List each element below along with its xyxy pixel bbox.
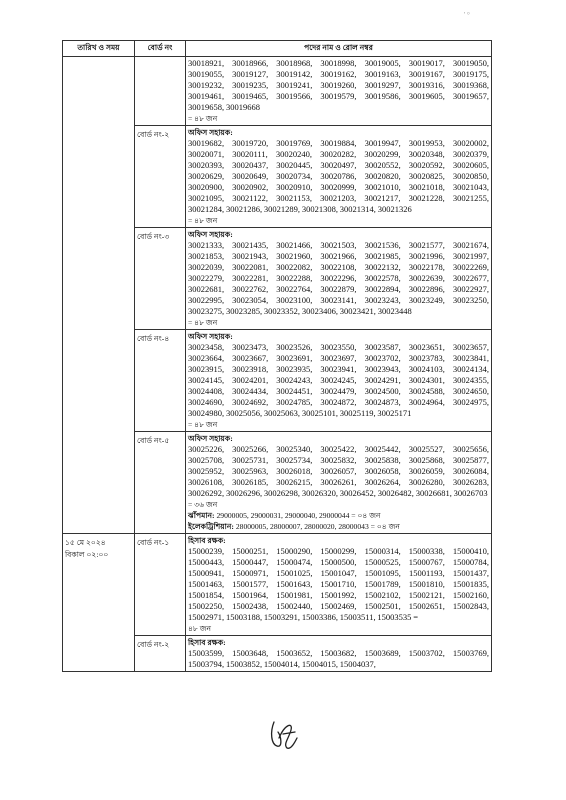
post-name: অফিস সহায়ক: [188, 128, 233, 137]
schedule-page [62, 40, 491, 672]
roll-numbers: 30025226, 30025266, 30025340, 30025422, 30025442, 30025527, 30025656, 30025708, 30025731, 30025734, 30025832, 30025838, 30025868, 30025877, 30025952, 30025963, 30026018, 30026057, 30026058, 30026059, 30026084, 30026108, 30026185, 30026215, 30026261, 30026264, 30026280, 30026283, 30026292, 30026296, 30026298, 30026320, 30026452, 30026482, 30026681, 30026703 [188, 444, 489, 498]
candidate-total: = ৩৬ জন [188, 500, 218, 509]
date-cell-empty [63, 57, 135, 534]
extra-post-rolls: 28000005, 28000007, 28000020, 28000043 = ০৪ জন [233, 522, 400, 531]
roll-numbers: 15003599, 15003648, 15003652, 15003682, 15003689, 15003702, 15003769, 15003794, 15003852, 15004014, 15004015, 15004037, [188, 648, 489, 669]
board-cell: বোর্ড নং-২ [135, 126, 186, 228]
post-name: অফিস সহায়ক: [188, 230, 233, 239]
post-name: অফিস সহায়ক: [188, 434, 233, 443]
roll-numbers: 30021333, 30021435, 30021466, 30021503, 30021536, 30021577, 30021674, 30021853, 30021943, 30021960, 30021966, 30021985, 30021996, 30021997, 30022039, 30022081, 30022082, 30022108, 30022132, 30022178, 30022269, 30022279, 30022281, 30022288, 30022296, 30022578, 30022639, 30022677, 30022681, 30022762, 30022764, 30022879, 30022894, 30022896, 30022927, 30022995, 30023054, 30023100, 30023141, 30023243, 30023249, 30023250, 30023275, 30023285, 30023352, 30023406, 30023421, 30023448 [188, 240, 489, 316]
roll-numbers: 30019682, 30019720, 30019769, 30019884, 30019947, 30019953, 30020002, 30020071, 30020111, 30020240, 30020282, 30020299, 30020348, 30020379, 30020393, 30020437, 30020445, 30020497, 30020552, 30020592, 30020605, 30020629, 30020649, 30020734, 30020786, 30020820, 30020825, 30020850, 30020900, 30020902, 30020910, 30020999, 30021010, 30021018, 30021043, 30021095, 30021122, 30021153, 30021203, 30021217, 30021228, 30021255, 30021284, 30021286, 30021289, 30021308, 30021314, 30021326 [188, 138, 489, 214]
exam-time: বিকাল ০২:০০ [65, 549, 109, 559]
content-cell [186, 432, 492, 534]
candidate-total: = ৪৮ জন [188, 420, 218, 429]
table-row [63, 534, 492, 636]
candidate-total: = ৪৮ জন [188, 114, 218, 123]
header-post-roll: পদের নাম ও রোল নম্বর [186, 41, 492, 57]
top-corner-mark: ' ° [464, 11, 470, 19]
extra-post-line [188, 510, 489, 521]
table-row [63, 57, 492, 126]
roll-numbers: 15000239, 15000251, 15000290, 15000299, 15000314, 15000338, 15000410, 15000443, 15000447, 15000474, 15000500, 15000525, 15000767, 15000784, 15000941, 15000971, 15001025, 15001047, 15001095, 15001193, 15001437, 15001463, 15001577, 15001643, 15001710, 15001789, 15001810, 15001835, 15001854, 15001964, 15001981, 15001992, 15002102, 15002121, 15002160, 15002250, 15002438, 15002440, 15002469, 15002501, 15002651, 15002843, 15002971, 15003188, 15003291, 15003386, 15003511, 15003535 = [188, 546, 489, 622]
table-header-row [63, 41, 492, 57]
content-cell [186, 330, 492, 432]
content-cell [186, 636, 492, 672]
board-cell: বোর্ড নং-৫ [135, 432, 186, 534]
content-cell [186, 534, 492, 636]
post-name: হিসাব রক্ষক: [188, 536, 226, 545]
handwritten-signature [265, 718, 301, 752]
candidate-total: ৪৮ জন [188, 624, 212, 633]
board-cell: বোর্ড নং-২ [135, 636, 186, 672]
board-cell: বোর্ড নং-১ [135, 534, 186, 636]
roll-numbers: 30023458, 30023473, 30023526, 30023550, 30023587, 30023651, 30023657, 30023664, 30023667, 30023691, 30023697, 30023702, 30023783, 30023841, 30023915, 30023918, 30023935, 30023941, 30023943, 30024103, 30024134, 30024145, 30024201, 30024243, 30024245, 30024291, 30024301, 30024355, 30024408, 30024434, 30024451, 30024479, 30024500, 30024588, 30024650, 30024690, 30024692, 30024785, 30024872, 30024873, 30024964, 30024975, 30024980, 30025056, 30025063, 30025101, 30025119, 30025171 [188, 342, 489, 418]
date-cell [63, 534, 135, 672]
board-cell: বোর্ড নং-৩ [135, 228, 186, 330]
extra-post-name: ঝাঁপমান: [188, 511, 215, 520]
extra-post-line [188, 521, 489, 532]
post-name: অফিস সহায়ক: [188, 332, 233, 341]
candidate-total: = ৪৮ জন [188, 216, 218, 225]
post-name: হিসাব রক্ষক: [188, 638, 226, 647]
header-date-time: তারিখ ও সময় [63, 41, 135, 57]
header-board-no: বোর্ড নং [135, 41, 186, 57]
exam-date: ১৫ মে ২০২৪ [65, 538, 106, 547]
content-cell [186, 57, 492, 126]
content-cell [186, 228, 492, 330]
exam-schedule-table [62, 40, 492, 672]
candidate-total: = ৪৮ জন [188, 318, 218, 327]
roll-numbers: 30018921, 30018966, 30018968, 30018998, 30019005, 30019017, 30019050, 30019055, 30019127, 30019142, 30019162, 30019163, 30019167, 30019175, 30019232, 30019235, 30019241, 30019260, 30019297, 30019316, 30019368, 30019461, 30019465, 30019566, 30019579, 30019586, 30019605, 30019657, 30019658, 30019668 [188, 58, 489, 112]
extra-post-rolls: 29000005, 29000031, 29000040, 29000044 = ০৪ জন [214, 511, 381, 520]
board-cell: বোর্ড নং-৪ [135, 330, 186, 432]
extra-post-name: ইলেকট্রিশিয়ান: [188, 522, 234, 531]
board-cell-empty [135, 57, 186, 126]
content-cell [186, 126, 492, 228]
